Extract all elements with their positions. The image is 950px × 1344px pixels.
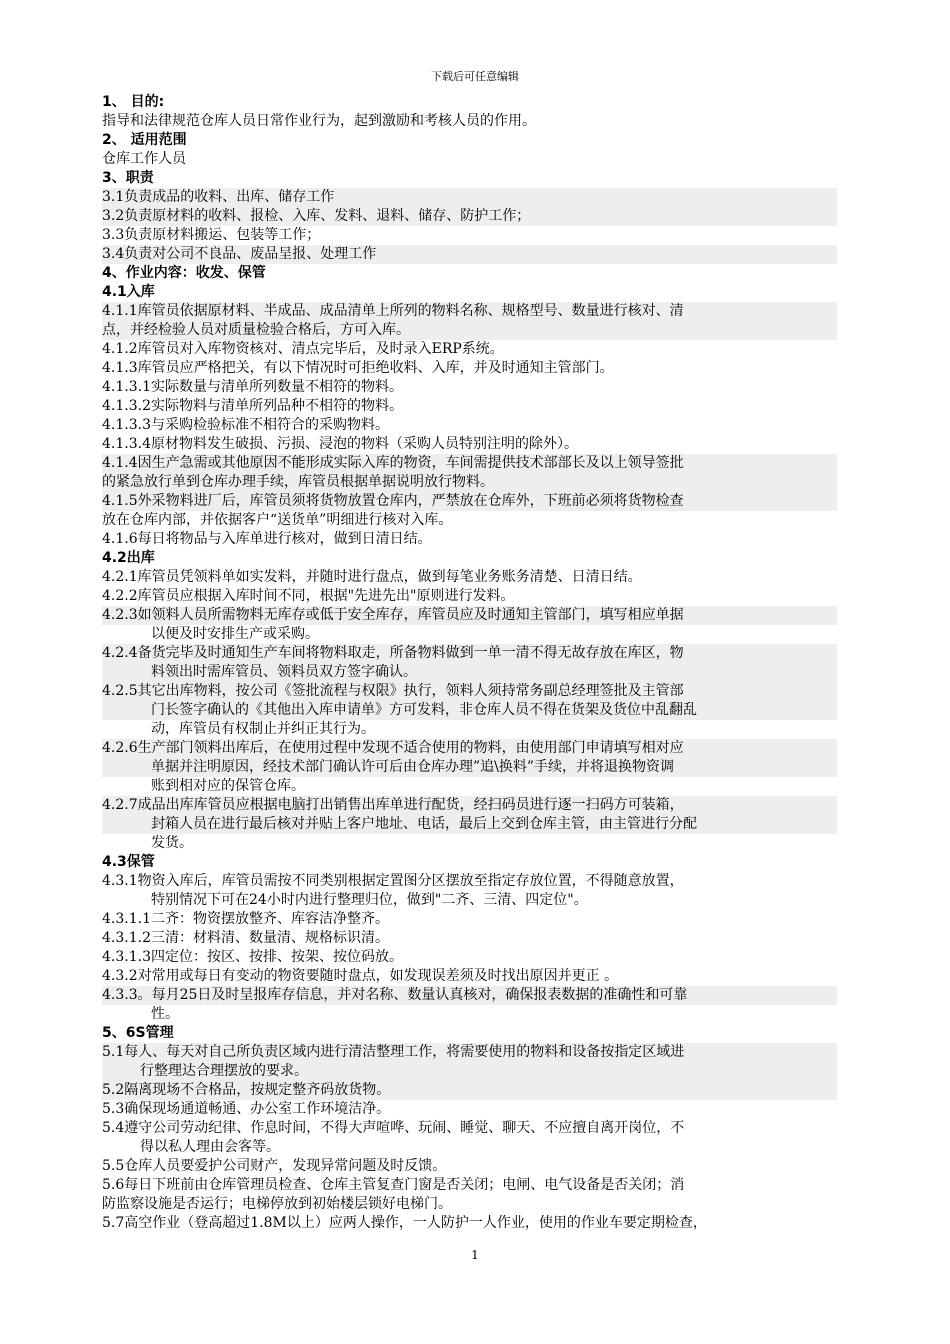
text-line: 4.1.3.1实际数量与清单所列数量不相符的物料。 [102,379,403,395]
text-line: 4.1.5外采物料进厂后，库管员须将货物放置仓库内，严禁放在仓库外，下班前必须将货物检查 [102,492,837,511]
text-line: 5.7高空作业（登高超过1.8M以上）应两人操作，一人防护一人作业，使用的作业车要定期检查， [102,1215,707,1231]
section-heading: 4.3保管 [102,854,155,870]
text-line: 3.4负责对公司不良品、废品呈报、处理工作 [102,245,837,264]
text-line: 动，库管员有权制止并纠正其行为。 [151,721,375,737]
section-heading: 4、作业内容：收发、保管 [102,265,266,281]
text-line: 4.2.7成品出库库管员应根据电脑打出销售出库单进行配货，经扫码员进行逐一扫码方可装箱， [102,796,837,815]
text-line: 4.3.2对常用或每日有变动的物资要随时盘点，如发现误差须及时找出原因并更正 。 [102,968,619,984]
text-line: 料领出时需库管员、领料员双方签字确认。 [102,663,837,682]
text-line: 4.1.2库管员对入库物资核对、清点完毕后，及时录入ERP系统。 [102,341,504,357]
text-line: 5.5仓库人员要爱护公司财产，发现异常问题及时反馈。 [102,1158,447,1174]
text-line: 3.3负责原材料搬运、包装等工作； [102,227,321,243]
text-line: 4.2.1库管员凭领料单如实发料，并随时进行盘点，做到每笔业务账务清楚、日清日结。 [102,569,642,585]
text-line: 单据并注明原因，经技术部门确认许可后由仓库办理”追\换料”手续，并将退换物资调 [102,758,837,777]
text-line: 发货。 [151,835,193,851]
text-line: 3.1负责成品的收料、出库、储存工作 [102,188,837,207]
text-line: 放在仓库内部，并依据客户“送货单”明细进行核对入库。 [102,512,453,528]
section-heading: 2、 适用范围 [102,132,187,148]
text-line: 5.1每人、每天对自己所负责区域内进行清洁整理工作，将需要使用的物料和设备按指定区域进 [102,1043,837,1062]
text-line: 4.1.6每日将物品与入库单进行核对，做到日清日结。 [102,531,432,547]
text-line: 的紧急放行单到仓库办理手续，库管员根据单据说明放行物料。 [102,473,837,492]
text-line: 得以私人理由会客等。 [140,1139,280,1155]
section-heading: 3、职责 [102,170,154,186]
text-line: 5.3确保现场通道畅通、办公室工作环境洁净。 [102,1101,391,1117]
text-line: 点，并经检验人员对质量检验合格后，方可入库。 [102,321,837,340]
text-line: 4.2.2库管员应根据入库时间不同，根据"先进先出"原则进行发料。 [102,588,515,604]
section-heading: 5、6S管理 [102,1025,174,1041]
text-line: 指导和法律规范仓库人员日常作业行为，起到激励和考核人员的作用。 [102,113,536,129]
text-line: 5.4遵守公司劳动纪律、作息时间，不得大声喧哗、玩闹、睡觉、聊天、不应擅自离开岗位，不 [102,1120,685,1136]
text-line: 4.1.3.3与采购检验标准不相符合的采购物料。 [102,417,389,433]
text-line: 门长签字确认的《其他出入库申请单》方可发料，非仓库人员不得在货架及货位中乱翻乱 [102,701,837,720]
text-line: 4.3.1.3四定位：按区、按排、按架、按位码放。 [102,949,403,965]
text-line: 5.2隔离现场不合格品，按规定整齐码放货物。 [102,1081,837,1100]
text-line: 账到相对应的保管仓库。 [151,778,305,794]
text-line: 4.3.1.2三清：材料清、数量清、规格标识清。 [102,930,389,946]
text-line: 4.1.3库管员应严格把关，有以下情况时可拒绝收料、入库，并及时通知主管部门。 [102,360,614,376]
text-line: 4.2.6生产部门领料出库后，在使用过程中发现不适合使用的物料，由使用部门申请填写相对应 [102,739,837,758]
text-line: 4.2.3如领料人员所需物料无库存或低于安全库存，库管员应及时通知主管部门，填写相应单据 [102,606,837,625]
text-line: 4.1.1库管员依据原材料、半成品、成品清单上所列的物料名称、规格型号、数量进行核对、清 [102,302,837,321]
document-body [102,93,837,1233]
text-line: 5.6每日下班前由仓库管理员检查、仓库主管复查门窗是否关闭；电闸、电气设备是否关闭；消 [102,1177,685,1193]
text-line: 仓库工作人员 [102,151,186,167]
text-line: 3.2负责原材料的收料、报检、入库、发料、退料、储存、防护工作； [102,207,837,226]
text-line: 4.3.1物资入库后，库管员需按不同类别根据定置图分区摆放至指定存放位置，不得随意放置， [102,873,684,889]
text-line: 4.3.3。每月25日及时呈报库存信息，并对名称、数量认真核对，确保报表数据的准确性和可靠 [102,986,837,1005]
text-line: 封箱人员在进行最后核对并贴上客户地址、电话，最后上交到仓库主管，由主管进行分配 [102,815,837,834]
section-heading: 4.2出库 [102,550,155,566]
text-line: 4.1.3.2实际物料与清单所列品种不相符的物料。 [102,398,403,414]
page-header: 下载后可任意编辑 [431,70,519,83]
text-line: 4.1.3.4原材物料发生破损、污损、浸泡的物料（采购人员特别注明的除外）。 [102,436,578,452]
text-line: 4.1.4因生产急需或其他原因不能形成实际入库的物资，车间需提供技术部部长及以上领导签批 [102,454,837,473]
text-line: 特别情况下可在24小时内进行整理归位，做到"二齐、三清、四定位"。 [151,892,588,908]
text-line: 行整理达合理摆放的要求。 [102,1062,837,1081]
text-line: 4.3.1.1二齐：物资摆放整齐、库容洁净整齐。 [102,911,389,927]
text-line: 4.2.5其它出库物料，按公司《签批流程与权限》执行，领料人须持常务副总经理签批及主管部 [102,682,837,701]
section-heading: 1、 目的: [102,94,165,110]
section-heading: 4.1入库 [102,284,155,300]
text-line: 防监察设施是否运行；电梯停放到初始楼层锁好电梯门。 [102,1196,452,1212]
text-line: 性。 [151,1006,179,1022]
page-number: 1 [471,1248,479,1262]
text-line: 4.2.4备货完毕及时通知生产车间将物料取走，所备物料做到一单一清不得无故存放在库区，物 [102,644,837,663]
text-line: 以便及时安排生产或采购。 [151,626,319,642]
